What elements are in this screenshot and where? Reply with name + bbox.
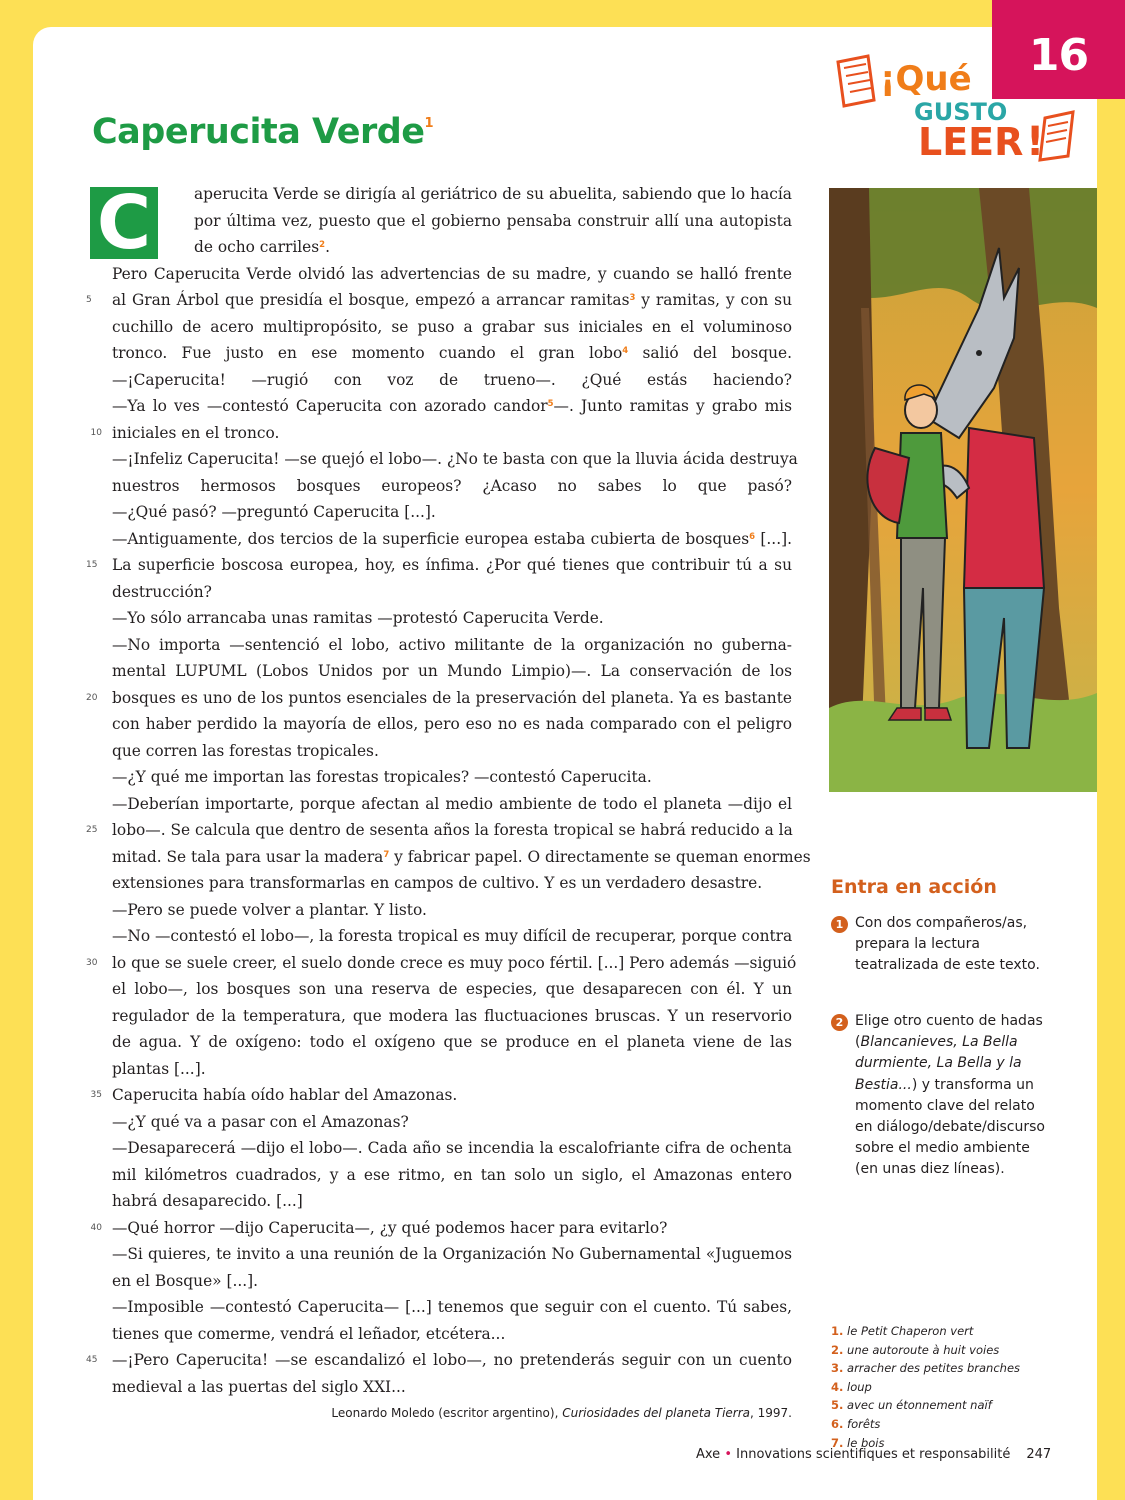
line-text: —Yo sólo arrancaba unas ramitas —protestó Caperucita Verde.	[112, 609, 604, 627]
line-text: salió del bosque.	[628, 344, 792, 362]
line-text: mitad. Se tala para usar la madera	[112, 847, 384, 866]
wolf-and-red-riding-hood-illustration	[829, 188, 1097, 792]
footnotes-list	[831, 1322, 1020, 1452]
activity-2-number-badge: 2	[831, 1014, 848, 1031]
activity-2-intro: Elige otro cuento de hadas (	[855, 1013, 1043, 1051]
story-line	[112, 340, 792, 367]
line-text: —Si quieres, te invito a una reunión de la Organización No Gubernamental «Juguemos	[112, 1245, 792, 1263]
line-text: —. Junto ramitas y grabo mis	[553, 397, 792, 415]
story-line	[112, 897, 792, 924]
source-book: Curiosidades del planeta Tierra	[562, 1406, 751, 1420]
footnote-item: 6. forêts	[831, 1416, 881, 1431]
activity-2	[831, 1011, 1046, 1181]
line-text: medieval a las puertas del siglo XXI...	[112, 1377, 406, 1396]
title-footnote-ref: 1	[424, 116, 434, 131]
story-line	[112, 579, 792, 606]
story-title	[92, 112, 433, 152]
story-line	[86, 552, 792, 579]
line-text: —¡Pero Caperucita! —se escandalizó el lobo—, no pretenderás seguir con un cuento	[112, 1351, 792, 1369]
line-text: —¿Qué pasó? —preguntó Caperucita [...].	[112, 503, 436, 521]
line-text: —Deberían importarte, porque afectan al medio ambiente de todo el planeta —dijo el	[112, 794, 792, 813]
line-number: 25	[86, 825, 98, 835]
story-line	[112, 446, 798, 473]
story-line	[86, 817, 793, 844]
line-text: de agua. Y de oxígeno: todo el oxígeno que se produce en el planeta viene de las	[112, 1033, 792, 1051]
story-line	[90, 1215, 792, 1242]
line-text: destrucción?	[112, 582, 212, 601]
footnote-ref: 3	[629, 293, 636, 303]
page-footer	[696, 1447, 1051, 1462]
line-text: en el Bosque» [...].	[112, 1271, 259, 1290]
line-number: 40	[90, 1222, 102, 1233]
story-line	[86, 1347, 792, 1374]
story-text	[86, 181, 811, 1400]
story-line	[112, 1135, 792, 1162]
line-number: 45	[86, 1355, 98, 1365]
story-line	[112, 632, 792, 659]
line-text: bosques es uno de los puntos esenciales de la preservación del planeta. Ya es bastante	[112, 688, 792, 707]
line-text: tienes que comerme, vendrá el leñador, etcétera...	[112, 1324, 506, 1343]
line-text: .	[325, 238, 330, 256]
story-line	[86, 950, 797, 977]
line-text: nuestros hermosos bosques europeos? ¿Acaso no sabes lo que pasó?	[112, 476, 792, 495]
activity-1-number-badge: 1	[831, 916, 848, 933]
story-line	[112, 526, 792, 553]
line-text: y ramitas, y con su	[635, 291, 792, 309]
story-line	[112, 1029, 792, 1056]
logo-leer-text: LEER	[918, 120, 1024, 164]
footnote-item: 2. une autoroute à huit voies	[831, 1342, 1000, 1357]
footnote-ref: 5	[547, 399, 554, 409]
source-author: Leonardo Moledo (escritor argentino),	[331, 1406, 563, 1420]
footnote-ref: 6	[749, 531, 756, 542]
source-year: , 1997.	[750, 1406, 792, 1420]
story-line	[112, 764, 792, 791]
line-text: [...].	[755, 529, 792, 548]
line-text: de ocho carriles	[194, 238, 320, 256]
footnote-item: 3. arracher des petites branches	[831, 1361, 1021, 1376]
footnote-ref: 7	[383, 849, 390, 860]
story-line	[112, 261, 792, 288]
que-gusto-leer-logo	[830, 50, 1080, 170]
line-text: plantas [...].	[112, 1059, 206, 1078]
line-text: —No —contestó el lobo—, la foresta tropical es muy difícil de recuperar, porque contra	[112, 927, 793, 945]
line-number: 10	[90, 427, 102, 438]
chapter-number-tab: 16	[992, 0, 1125, 99]
line-text: —Pero se puede volver a plantar. Y listo.	[112, 900, 427, 919]
line-text: —Antiguamente, dos tercios de la superficie europea estaba cubierta de bosques	[112, 529, 750, 548]
line-text: tronco. Fue justo en ese momento cuando el gran lobo	[112, 344, 623, 362]
drop-cap: C	[90, 187, 158, 259]
story-line	[112, 1162, 792, 1189]
story-line	[112, 499, 792, 526]
story-line	[112, 1003, 792, 1030]
line-text: —¿Y qué me importan las forestas tropicales? —contestó Caperucita.	[112, 768, 652, 786]
logo-exclamation: !	[1026, 119, 1045, 165]
footnote-ref: 2	[319, 240, 326, 250]
story-line	[112, 844, 811, 871]
story-line	[90, 1082, 792, 1109]
line-text: iniciales en el tronco.	[112, 423, 280, 442]
line-text: lobo—. Se calcula que dentro de sesenta años la foresta tropical se habrá reducido a la	[112, 821, 793, 839]
line-text: Pero Caperucita Verde olvidó las advertencias de su madre, y cuando se halló frente	[112, 264, 792, 283]
story-line	[112, 393, 792, 420]
line-text: habrá desaparecido. [...]	[112, 1192, 303, 1210]
story-line	[112, 1268, 792, 1295]
line-text: La superficie boscosa europea, hoy, es ínfima. ¿Por qué tienes que contribuir tú a su	[112, 556, 792, 574]
story-line	[112, 870, 792, 897]
line-text: mental LUPUML (Lobos Unidos por un Mundo Limpio)—. La conservación de los	[112, 662, 792, 680]
story-line	[112, 234, 792, 261]
footnote-item: 7. le bois	[831, 1435, 885, 1450]
story-line	[112, 1109, 792, 1136]
logo-gusto-text: GUSTO	[914, 98, 1008, 126]
line-text: aperucita Verde se dirigía al geriátrico de su abuelita, sabiendo que lo hacía	[194, 185, 792, 203]
story-line	[112, 791, 792, 818]
footnote-item: 4. loup	[831, 1379, 872, 1394]
line-text: mil kilómetros cuadrados, y a ese ritmo, en tan solo un siglo, el Amazonas entero	[112, 1165, 792, 1184]
story-line	[112, 208, 792, 235]
line-text: regulador de la temperatura, que modera las fluctuaciones bruscas. Y un reservorio	[112, 1006, 792, 1025]
story-line	[112, 658, 792, 685]
story-line	[112, 181, 792, 208]
line-text: el lobo—, los bosques son una reserva de especies, que desaparecen con él. Y un	[112, 980, 792, 998]
action-section-title: Entra en acción	[831, 876, 997, 898]
line-text: —¡Infeliz Caperucita! —se quejó el lobo—. ¿No te basta con que la lluvia ácida destruya	[112, 450, 798, 468]
story-line	[86, 287, 792, 314]
story-title-text: Caperucita Verde	[92, 112, 425, 152]
line-text: —¡Caperucita! —rugió con voz de trueno—. ¿Qué estás haciendo?	[112, 370, 792, 389]
story-line	[86, 685, 792, 712]
footer-bullet: •	[724, 1447, 732, 1462]
footnote-item: 1. le Petit Chaperon vert	[831, 1324, 974, 1338]
line-text: —Ya lo ves —contestó Caperucita con azorado candor	[112, 397, 548, 415]
story-line	[112, 314, 792, 341]
line-text: —¿Y qué va a pasar con el Amazonas?	[112, 1112, 409, 1131]
story-line	[112, 1188, 792, 1215]
line-text: extensiones para transformarlas en campos de cultivo. Y es un verdadero desastre.	[112, 874, 763, 892]
story-line	[112, 976, 792, 1003]
story-line	[112, 1321, 792, 1348]
line-text: —Desaparecerá —dijo el lobo—. Cada año se incendia la escalofriante cifra de ochenta	[112, 1139, 792, 1157]
footer-topic: Innovations scientifiques et responsabilité	[736, 1447, 1011, 1462]
footnote-item: 5. avec un étonnement naïf	[831, 1398, 992, 1413]
line-number: 30	[86, 957, 98, 968]
line-text: al Gran Árbol que presidía el bosque, empezó a arrancar ramitas	[112, 291, 630, 309]
story-line	[112, 473, 792, 500]
line-text: —No importa —sentenció el lobo, activo militante de la organización no guberna-	[112, 635, 792, 654]
line-text: —Qué horror —dijo Caperucita—, ¿y qué podemos hacer para evitarlo?	[112, 1218, 668, 1237]
line-number: 5	[86, 295, 92, 305]
story-line	[112, 711, 792, 738]
story-line	[90, 420, 792, 447]
line-text: y fabricar papel. O directamente se queman enormes	[389, 847, 811, 866]
line-text: —Imposible —contestó Caperucita— [...] tenemos que seguir con el cuento. Tú sabes,	[112, 1298, 792, 1316]
story-line	[112, 1374, 792, 1401]
line-text: Caperucita había oído hablar del Amazonas.	[112, 1086, 458, 1104]
line-text: lo que se suele creer, el suelo donde crece es muy poco fértil. [...] Pero además —siguió	[112, 953, 797, 972]
footer-axis: Axe	[696, 1447, 721, 1462]
activity-2-tale-titles: Blancanieves, La Bella durmiente, La Bella y la Bestia...	[855, 1034, 1022, 1093]
line-text: con haber perdido la mayoría de ellos, pero eso no es nada comparado con el peligro	[112, 715, 792, 733]
activity-2-text	[855, 1011, 1046, 1181]
footnote-ref: 4	[622, 346, 629, 356]
activity-2-instructions: ) y transforma un momento clave del relato en diálogo/debate/discurso sobre el medio ambiente (en unas diez líneas).	[855, 1076, 1045, 1178]
story-line	[112, 923, 792, 950]
story-line	[112, 738, 792, 765]
page-number: 247	[1026, 1447, 1052, 1462]
story-line	[112, 605, 792, 632]
story-line	[112, 367, 792, 394]
line-text: que corren las forestas tropicales.	[112, 741, 379, 760]
line-number: 20	[86, 692, 98, 703]
story-line	[112, 1294, 792, 1321]
source-citation	[112, 1406, 792, 1420]
line-text: cuchillo de acero multipropósito, se puso a grabar sus iniciales en el voluminoso	[112, 317, 792, 336]
story-line	[112, 1056, 792, 1083]
story-line	[112, 1241, 792, 1268]
activity-1	[831, 913, 1046, 977]
line-number: 35	[90, 1090, 102, 1100]
logo-que-text: ¡Qué	[880, 59, 972, 99]
line-number: 15	[86, 560, 98, 570]
line-text: por última vez, puesto que el gobierno pensaba construir allí una autopista	[194, 211, 792, 230]
activity-1-text: Con dos compañeros/as, prepara la lectura teatralizada de este texto.	[855, 915, 1040, 974]
